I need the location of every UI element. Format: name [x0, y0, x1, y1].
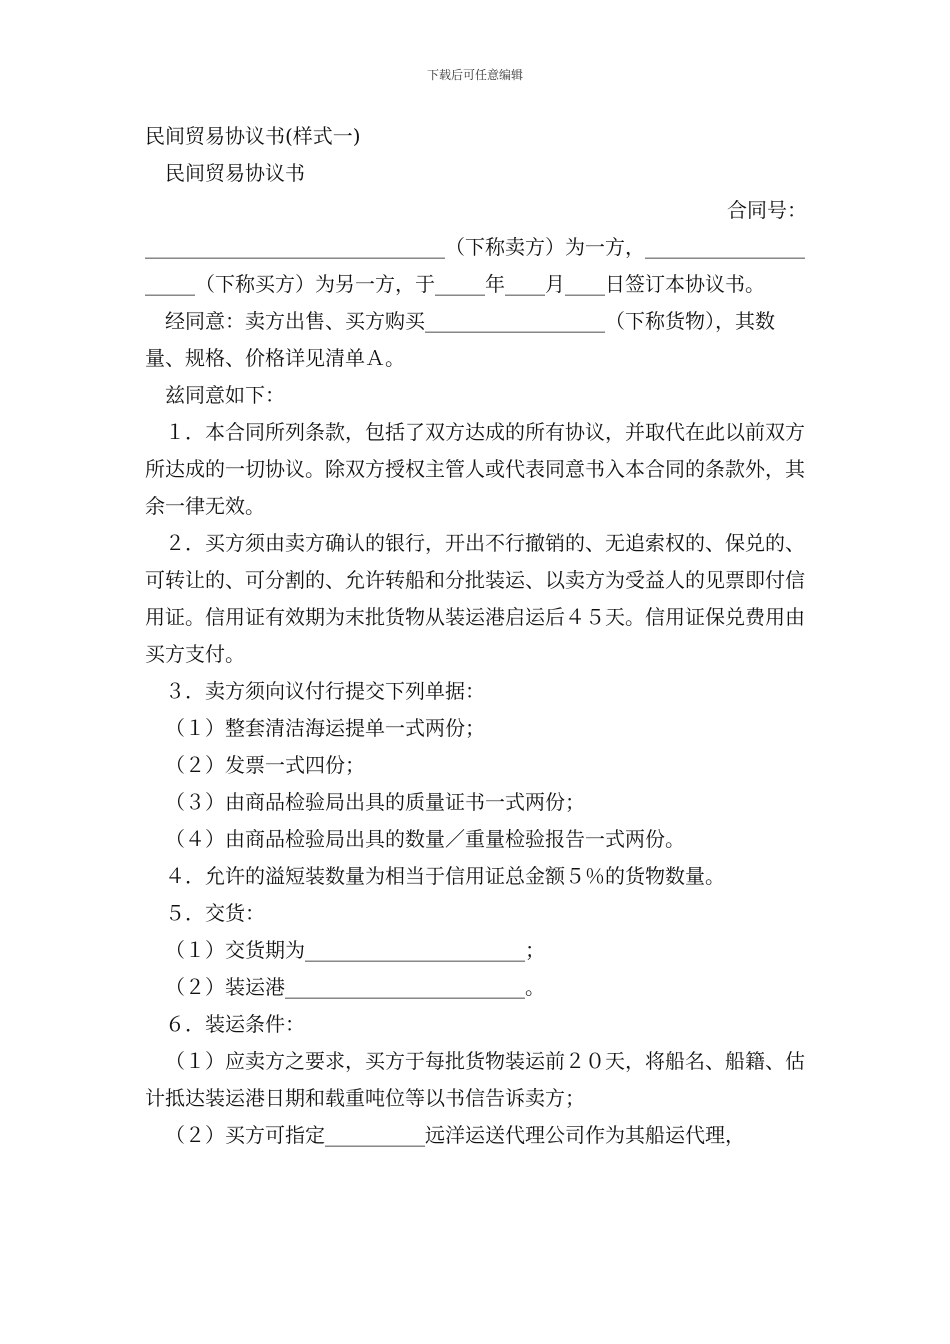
clause-6-item-2: （２）买方可指定__________远洋运送代理公司作为其船运代理， [165, 1123, 745, 1147]
paragraph-agreement: 经同意：卖方出售、买方购买__________________（下称货物），其数量、规格、价格详见清单Ａ。 [145, 309, 775, 370]
clause-3-item-3: （３）由商品检验局出具的质量证书一式两份； [165, 790, 585, 814]
clause-3-item-1: （１）整套清洁海运提单一式两份； [165, 716, 485, 740]
clause-4: ４．允许的溢短装数量为相当于信用证总金额５％的货物数量。 [165, 864, 725, 888]
clause-3: ３．卖方须向议付行提交下列单据： [165, 679, 485, 703]
document-body [145, 118, 807, 1154]
clause-5-item-2: （２）装运港________________________。 [165, 975, 545, 999]
clause-5: ５．交货： [165, 901, 265, 925]
clause-2: ２．买方须由卖方确认的银行，开出不行撤销的、无追索权的、保兑的、可转让的、可分割的、允许转船和分批装运、以卖方为受益人的见票即付信用证。信用证有效期为末批货物从装运港启运后４５天。信用证保兑费用由买方支付。 [145, 531, 805, 666]
paragraph-hereby: 兹同意如下： [165, 383, 285, 407]
page-header: 下载后可任意编辑 [426, 68, 523, 82]
clause-6: ６．装运条件： [165, 1012, 305, 1036]
clause-1: １．本合同所列条款，包括了双方达成的所有协议，并取代在此以前双方所达成的一切协议。除双方授权主管人或代表同意书入本合同的条款外，其余一律无效。 [145, 420, 805, 518]
clause-3-item-2: （２）发票一式四份； [165, 753, 365, 777]
doc-subtitle: 民间贸易协议书 [165, 161, 305, 185]
clause-5-item-1: （１）交货期为______________________； [165, 938, 545, 962]
paragraph-parties: ______________________________（下称卖方）为一方，_____________________（下称买方）为另一方，于_____年____月____日签订本协议书。 [145, 235, 805, 296]
clause-3-item-4: （４）由商品检验局出具的数量／重量检验报告一式两份。 [165, 827, 685, 851]
contract-number-label: 合同号： [727, 198, 807, 222]
clause-6-item-1: （１）应卖方之要求，买方于每批货物装运前２０天，将船名、船籍、估计抵达装运港日期和载重吨位等以书信告诉卖方； [145, 1049, 805, 1110]
doc-title: 民间贸易协议书(样式一) [145, 124, 361, 148]
